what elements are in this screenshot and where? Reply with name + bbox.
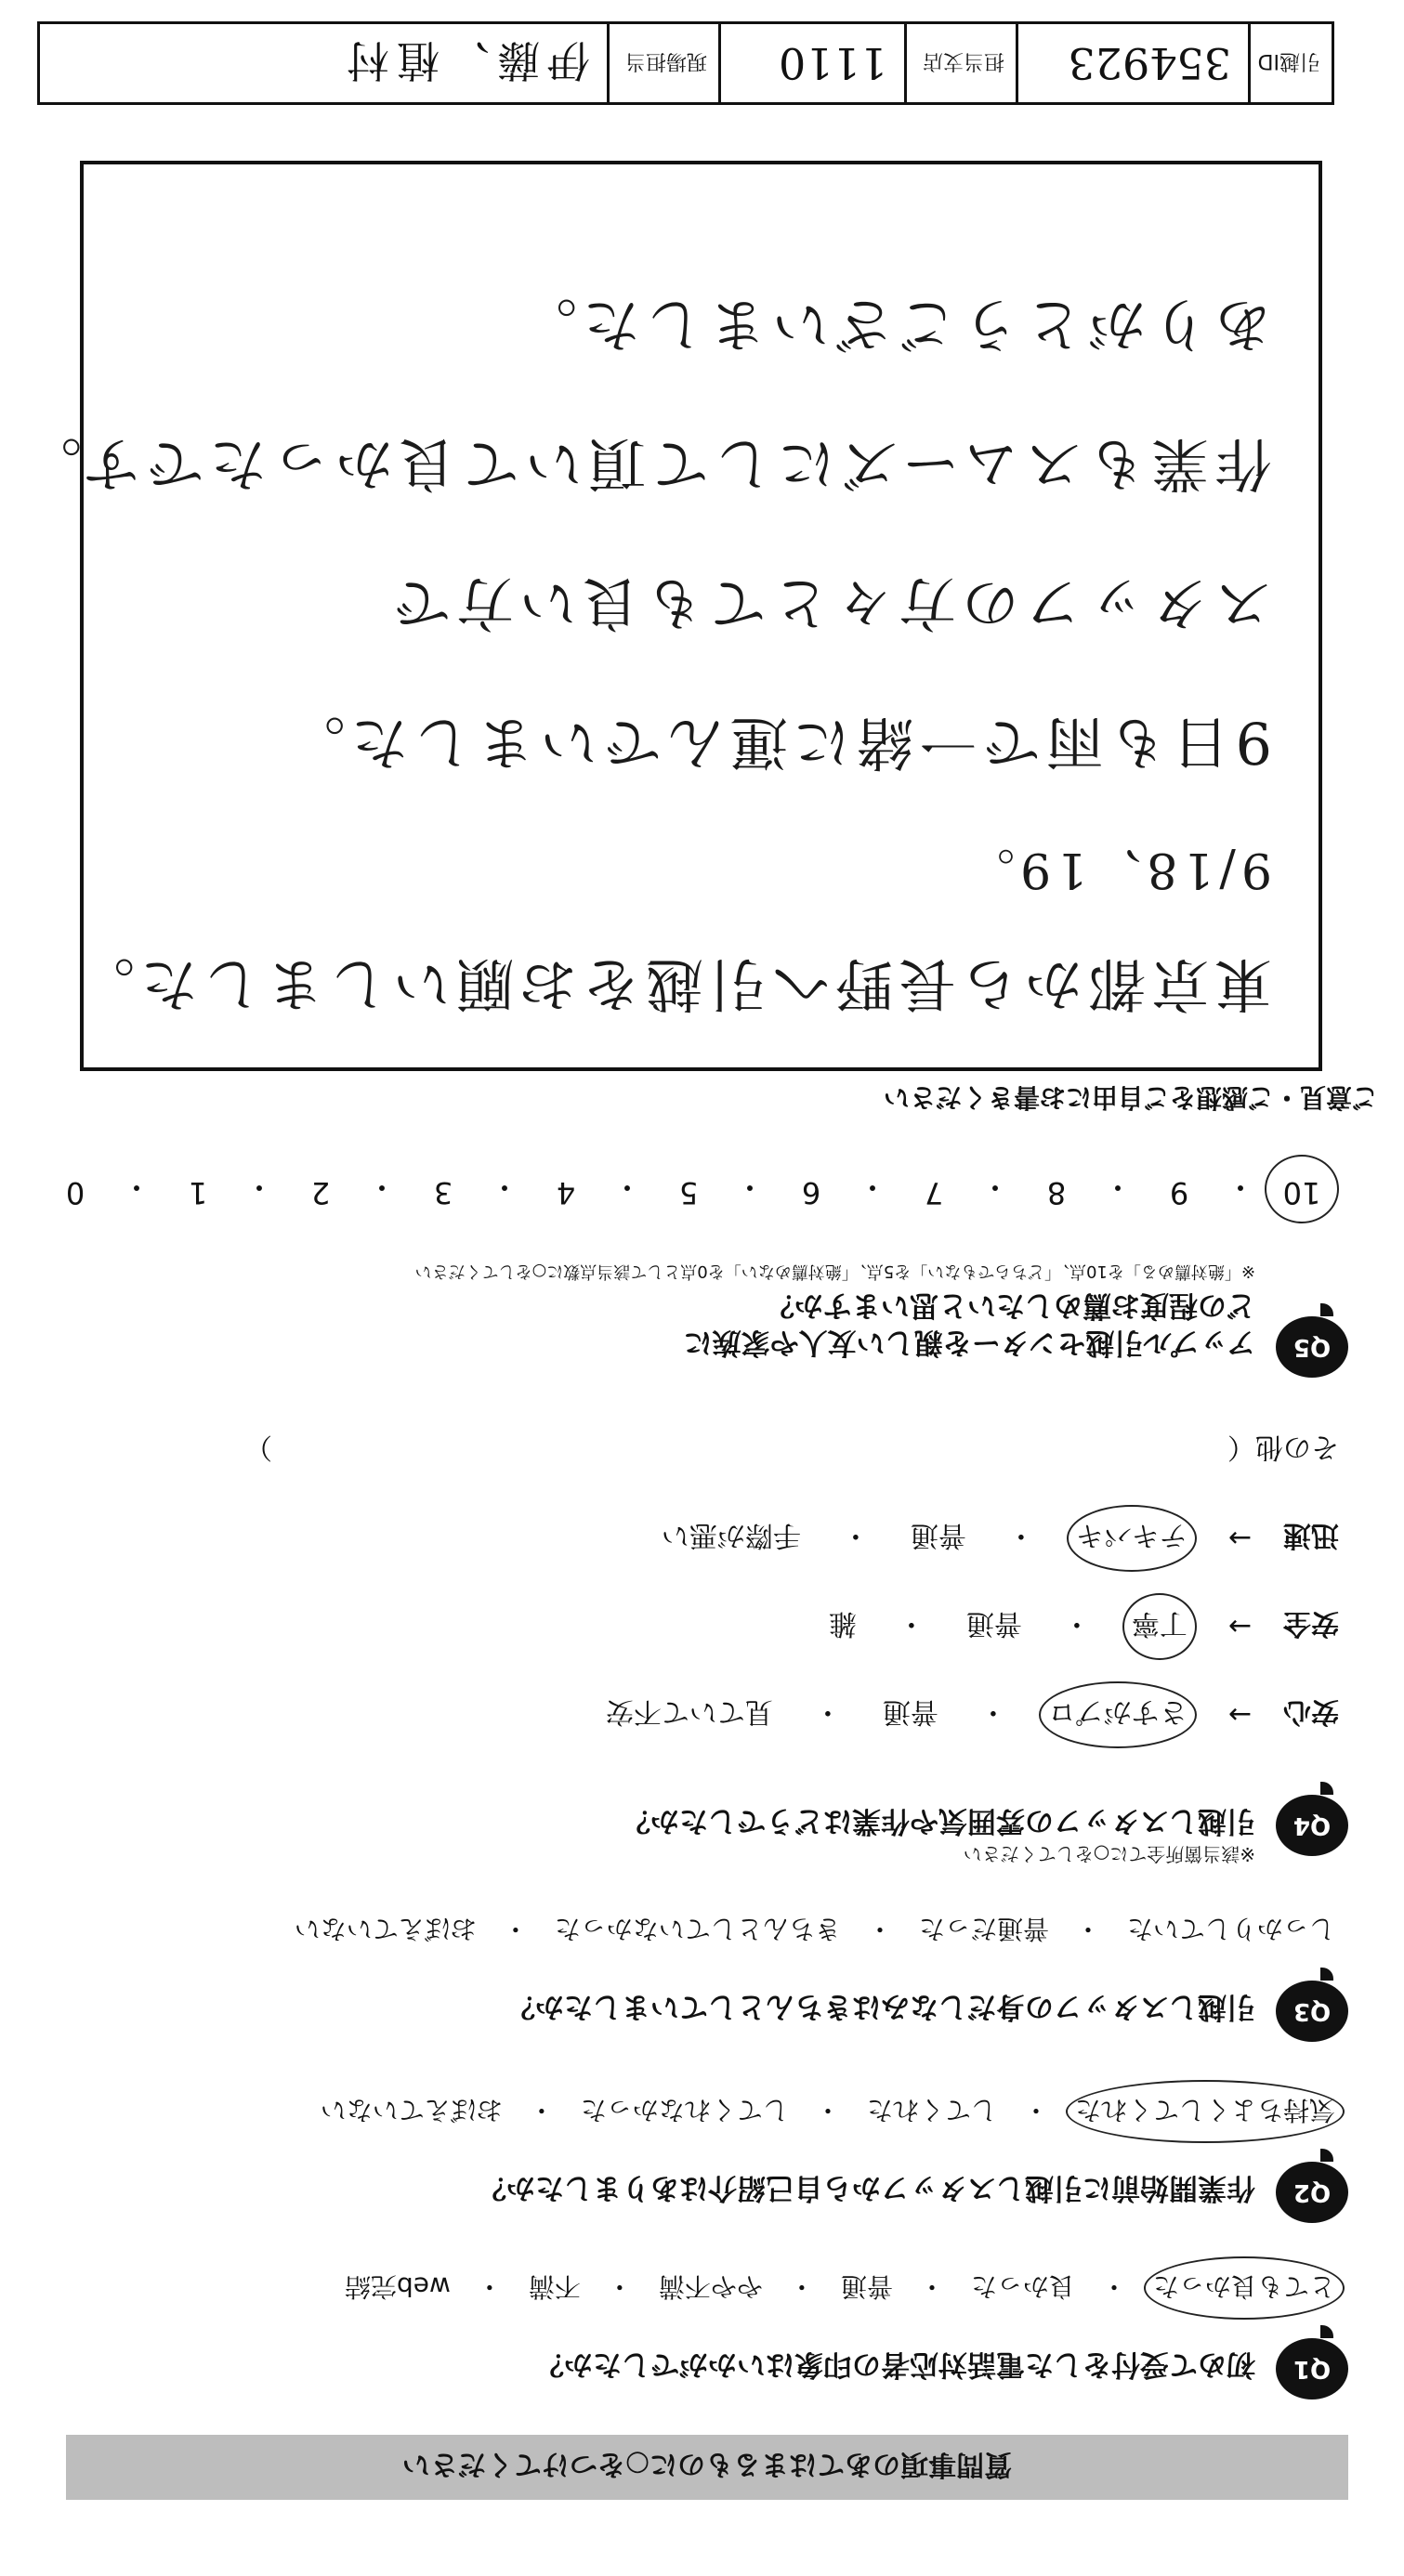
q4-row-label: 安心 bbox=[1283, 1695, 1339, 1728]
id-label: 引越ID bbox=[1257, 49, 1320, 73]
q4-other-label: その他（ bbox=[1227, 1431, 1339, 1463]
q1-option-4[interactable]: 不満 bbox=[528, 2271, 581, 2302]
q4-row0-option-1[interactable]: 普通 bbox=[882, 1695, 938, 1728]
q1-option-0[interactable]: とても良かった bbox=[1153, 2269, 1335, 2307]
q1-option-5[interactable]: web完結 bbox=[344, 2271, 451, 2302]
q5-text-2: どの程度お薦めしたいと思いますか？ bbox=[766, 1288, 1255, 1322]
q4-row0-option-0[interactable]: さすがプロ bbox=[1048, 1694, 1187, 1735]
q5-scale-10[interactable]: 10 bbox=[1274, 1168, 1330, 1210]
q4-row-anzen: 安全 → 丁寧 ・ 普通 ・ 雑 bbox=[829, 1606, 1339, 1647]
q3-badge: Q3 bbox=[1276, 1981, 1348, 2042]
q5-note: ※「絶対薦める」を10点、「どちらでもない」を5点、「絶対薦めない」を0点として該当点数に○をしてください bbox=[414, 1262, 1255, 1281]
q4-other-close: ） bbox=[244, 1431, 272, 1463]
q5-scale: 10 ・ 9 ・ 8 ・ 7 ・ 6 ・ 5 ・ 4 ・ 3 ・ 2 ・ 1 ・ 0 bbox=[47, 1168, 1330, 1210]
id-value: 354923 bbox=[1068, 38, 1231, 88]
q4-row-jinsoku: 迅速 → テキパキ ・ 普通 ・ 手際が悪い bbox=[662, 1518, 1339, 1559]
q5-scale-8[interactable]: 8 bbox=[1046, 1175, 1067, 1210]
q4-row-label: 安全 bbox=[1283, 1607, 1339, 1640]
q5-scale-5[interactable]: 5 bbox=[678, 1175, 699, 1210]
staff-label: 現場担当 bbox=[624, 49, 707, 73]
q4-row2-option-0[interactable]: テキパキ bbox=[1076, 1518, 1187, 1559]
q4-row0-option-2[interactable]: 見ていて不安 bbox=[605, 1695, 773, 1728]
comment-line-1: 東京都から長野へ引越をお願いしました。 bbox=[71, 950, 1272, 1018]
q1-options: とても良かった ・ 良かった ・ 普通 ・ やや不満 ・ 不満 ・ web完結 bbox=[345, 2269, 1335, 2307]
q1-text: 初めて受付をした電話対応者の印象はいかがでしたか？ bbox=[535, 2347, 1255, 2381]
q1-option-1[interactable]: 良かった bbox=[970, 2271, 1075, 2302]
q4-row1-option-2[interactable]: 雑 bbox=[828, 1607, 857, 1640]
q2-option-1[interactable]: してくれた bbox=[866, 2095, 997, 2125]
q5-text: アップル引越センターを親しい友人や家族に bbox=[683, 1326, 1255, 1359]
comments-box[interactable] bbox=[19, 161, 1322, 1071]
info-row bbox=[37, 21, 1334, 105]
arrow-right-icon: → bbox=[1227, 1522, 1252, 1555]
q5-badge: Q5 bbox=[1276, 1316, 1348, 1378]
q5-scale-0[interactable]: 0 bbox=[65, 1175, 85, 1210]
q2-badge: Q2 bbox=[1276, 2162, 1348, 2223]
staff-value: 伊藤、植村 bbox=[339, 35, 590, 85]
q5-scale-7[interactable]: 7 bbox=[924, 1175, 944, 1210]
q4-other bbox=[244, 1430, 1339, 1471]
q3-option-1[interactable]: 普通だった bbox=[918, 1914, 1049, 1944]
q2-option-2[interactable]: してくれなかった bbox=[580, 2095, 789, 2125]
q5-scale-9[interactable]: 9 bbox=[1169, 1175, 1189, 1210]
q3-option-3[interactable]: おぼえていない bbox=[294, 1914, 477, 1944]
q5-scale-1[interactable]: 1 bbox=[188, 1175, 208, 1210]
q1-option-3[interactable]: やや不満 bbox=[658, 2271, 763, 2302]
q4-row2-option-2[interactable]: 手際が悪い bbox=[661, 1519, 801, 1551]
q4-row-anshin: 安心 → さすがプロ ・ 普通 ・ 見ていて不安 bbox=[606, 1694, 1339, 1735]
comments-heading: ご意見・ご感想をご自由にお書きください bbox=[883, 1082, 1378, 1113]
comment-line-4: スタッフの方々とても良い方で bbox=[387, 569, 1272, 637]
comment-line-6: ありがとうございました。 bbox=[513, 291, 1272, 359]
branch-value: 1110 bbox=[778, 38, 887, 88]
q3-option-0[interactable]: しっかりしていた bbox=[1126, 1914, 1335, 1944]
q4-text: 引越しスタッフの雰囲気や作業はどうでしたか？ bbox=[622, 1804, 1255, 1837]
q5-scale-2[interactable]: 2 bbox=[310, 1175, 331, 1210]
q4-note: ※該当箇所全てに○をしてください bbox=[963, 1843, 1255, 1865]
q2-option-3[interactable]: おぼえていない bbox=[320, 2095, 503, 2125]
q5-scale-4[interactable]: 4 bbox=[556, 1175, 576, 1210]
comment-line-3: 9日も雨で一緒に運んでいました。 bbox=[282, 709, 1272, 777]
q4-row2-option-1[interactable]: 普通 bbox=[910, 1519, 966, 1551]
instructions-banner: 質問事項のあてはまるものに○をつけてください bbox=[66, 2435, 1348, 2500]
q4-row1-option-1[interactable]: 普通 bbox=[965, 1607, 1022, 1640]
q2-options: 気持ちよくしてくれた ・ してくれた ・ してくれなかった ・ おぼえていない bbox=[321, 2093, 1335, 2130]
q2-text: 作業開始前に引越しスタッフから自己紹介はありましたか？ bbox=[478, 2171, 1255, 2204]
q1-option-2[interactable]: 普通 bbox=[840, 2271, 893, 2302]
q3-text: 引越しスタッフの身だしなみはきちんとしていましたか？ bbox=[506, 1990, 1255, 2023]
arrow-right-icon: → bbox=[1227, 1610, 1252, 1643]
arrow-right-icon: → bbox=[1227, 1698, 1252, 1732]
q3-options: しっかりしていた ・ 普通だった ・ きちんとしていなかった ・ おぼえていない bbox=[295, 1912, 1335, 1949]
branch-label: 担当支店 bbox=[922, 49, 1004, 73]
q4-row1-option-0[interactable]: 丁寧 bbox=[1132, 1606, 1187, 1647]
q4-row-label: 迅速 bbox=[1283, 1519, 1339, 1551]
q2-option-0[interactable]: 気持ちよくしてくれた bbox=[1075, 2093, 1335, 2130]
q4-badge: Q4 bbox=[1276, 1795, 1348, 1856]
q3-option-2[interactable]: きちんとしていなかった bbox=[554, 1914, 841, 1944]
comment-line-5: 作業もスムーズにして頂いて良かったです。 bbox=[19, 430, 1272, 498]
comment-line-2: 9/18、19。 bbox=[961, 842, 1272, 897]
q1-badge: Q1 bbox=[1276, 2338, 1348, 2399]
q5-scale-3[interactable]: 3 bbox=[433, 1175, 453, 1210]
q5-scale-6[interactable]: 6 bbox=[801, 1175, 821, 1210]
